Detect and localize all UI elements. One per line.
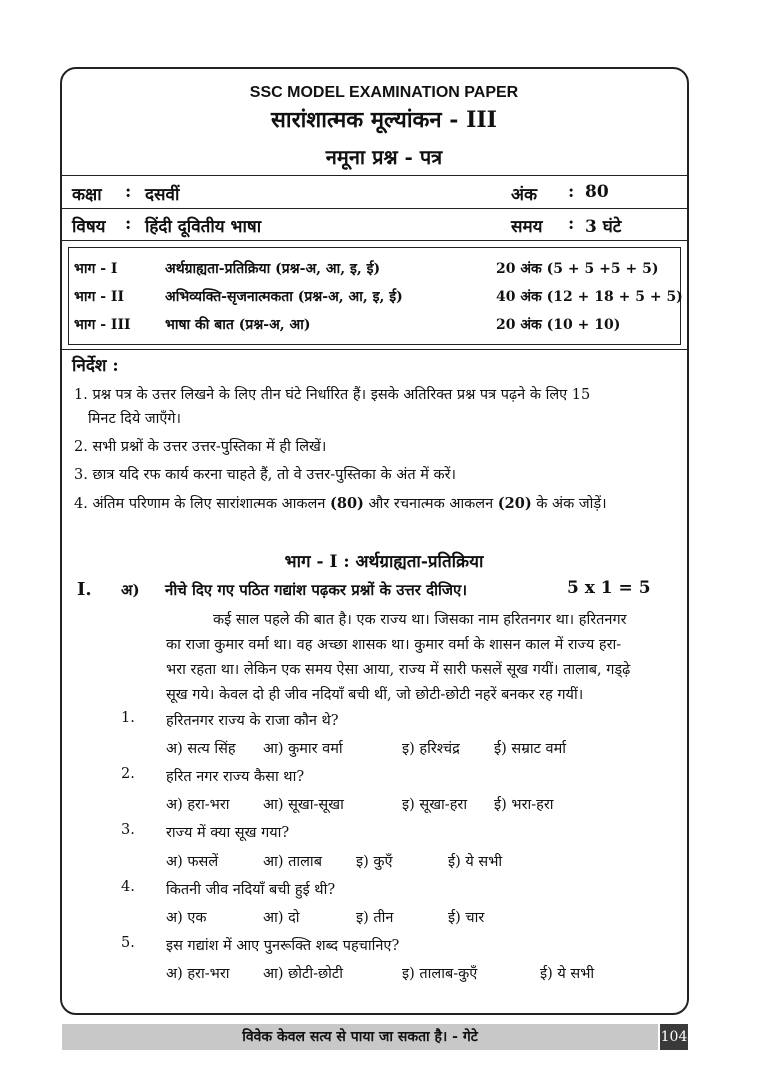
option: इ) सूखा-हरा [402,797,468,813]
option: ई) सम्राट वर्मा [494,741,567,757]
instruction-item: 2. सभी प्रश्नों के उत्तर उत्तर-पुस्तिका में ही लिखें। [74,439,327,455]
section-part: भाग - II [74,289,125,305]
divider [60,208,689,209]
question-sub-label: अ) [121,581,140,599]
instruction-item: 1. प्रश्न पत्र के उत्तर लिखने के लिए तीन घंटे निर्धारित हैं। इसके अतिरिक्त प्रश्न पत्र पढ़ने के लिए 15 [74,387,591,403]
subject-label: विषय [72,217,106,237]
question-text: कितनी जीव नदियाँ बची हुई थी? [166,882,336,898]
instruction-item: मिनट दिये जाएँगे। [88,411,182,427]
option: अ) सत्य सिंह [166,741,236,757]
time-value: 3 घंटे [585,217,622,237]
question-marks: 5 x 1 = 5 [567,578,651,598]
section-name: अर्थग्राह्यता-प्रतिक्रिया (प्रश्न-अ, आ, इ, ई) [165,261,381,277]
option: आ) छोटी-छोटी [263,966,343,982]
section-name: अभिव्यक्ति-सृजनात्मकता (प्रश्न-अ, आ, इ, ई) [165,289,403,305]
divider [60,175,689,176]
instructions-heading: निर्देश : [72,356,119,376]
question-text: राज्य में क्या सूख गया? [166,825,290,841]
option: ई) ये सभी [448,854,503,870]
marks-value: 80 [585,182,609,202]
option: आ) कुमार वर्मा [263,741,343,757]
option: ई) ये सभी [540,966,595,982]
question-number: 1. [121,710,135,726]
hindi-title: सारांशात्मक मूल्यांकन - III [271,107,497,133]
section-name: भाषा की बात (प्रश्न-अ, आ) [165,317,311,333]
footer-quote: विवेक केवल सत्य से पाया जा सकता है। - गेटे [62,1024,658,1050]
question-text: इस गद्यांश में आए पुनरूक्ति शब्द पहचानिए? [166,938,400,954]
class-value: दसवीं [145,185,180,205]
passage-line: सूख गये। केवल दो ही जीव नदियाँ बची थीं, जो छोटी-छोटी नहरें बनकर रह गयीं। [166,687,584,703]
option: अ) हरा-भरा [166,797,230,813]
class-colon: : [125,182,132,202]
question-number: 2. [121,766,135,782]
passage-line: का राजा कुमार वर्मा था। वह अच्छा शासक था। कुमार वर्मा के शासन काल में राज्य हरा- [166,637,622,653]
option: आ) सूखा-सूखा [263,797,344,813]
question-text: हरित नगर राज्य कैसा था? [166,769,305,785]
divider [60,240,689,241]
question-number: 4. [121,879,135,895]
instruction-item: 3. छात्र यदि रफ कार्य करना चाहते हैं, तो वे उत्तर-पुस्तिका के अंत में करें। [74,467,457,483]
option: इ) तीन [356,910,394,926]
option: आ) तालाब [263,854,322,870]
marks-colon: : [568,182,575,202]
marks-label: अंक [511,185,538,205]
option: ई) भरा-हरा [494,797,554,813]
class-label: कक्षा [72,185,102,205]
question-text: हरितनगर राज्य के राजा कौन थे? [166,713,339,729]
option: आ) दो [263,910,300,926]
option: अ) एक [166,910,207,926]
section-marks: 20 अंक (10 + 10) [496,317,621,333]
question-number: 3. [121,822,135,838]
option: इ) कुएँ [356,854,393,870]
option: अ) फसलें [166,854,219,870]
option: अ) हरा-भरा [166,966,230,982]
question-number: 5. [121,935,135,951]
time-colon: : [568,214,575,234]
question-roman-number: I. [77,579,92,600]
passage-line: भरा रहता था। लेकिन एक समय ऐसा आया, राज्य में सारी फसलें सूख गयीं। तालाब, गड्ढ़े [166,662,631,678]
option: ई) चार [448,910,485,926]
question-instruction: नीचे दिए गए पठित गद्यांश पढ़कर प्रश्नों के उत्तर दीजिए। [165,581,468,599]
time-label: समय [511,217,543,237]
instruction-item: 4. अंतिम परिणाम के लिए सारांशात्मक आकलन (80) और रचनात्मक आकलन (20) के अंक जोड़ें। [74,495,607,512]
option: इ) हरिश्चंद्र [402,741,460,757]
section-part: भाग - III [74,317,131,333]
english-title: SSC MODEL EXAMINATION PAPER [249,84,519,101]
subject-value: हिंदी दूवितीय भाषा [145,217,262,237]
section-marks: 40 अंक (12 + 18 + 5 + 5) [496,289,683,305]
divider [60,349,689,350]
paper-subtitle: नमूना प्रश्न - पत्र [325,145,443,169]
page-number: 104 [660,1024,688,1050]
section-part: भाग - I [74,261,118,277]
option: इ) तालाब-कुएँ [402,966,478,982]
part1-heading: भाग - I : अर्थग्राह्यता-प्रतिक्रिया [284,552,484,572]
passage-line: कई साल पहले की बात है। एक राज्य था। जिसका नाम हरितनगर था। हरितनगर [213,612,627,628]
page-frame [60,67,689,1015]
section-marks: 20 अंक (5 + 5 +5 + 5) [496,261,659,277]
subject-colon: : [125,214,132,234]
